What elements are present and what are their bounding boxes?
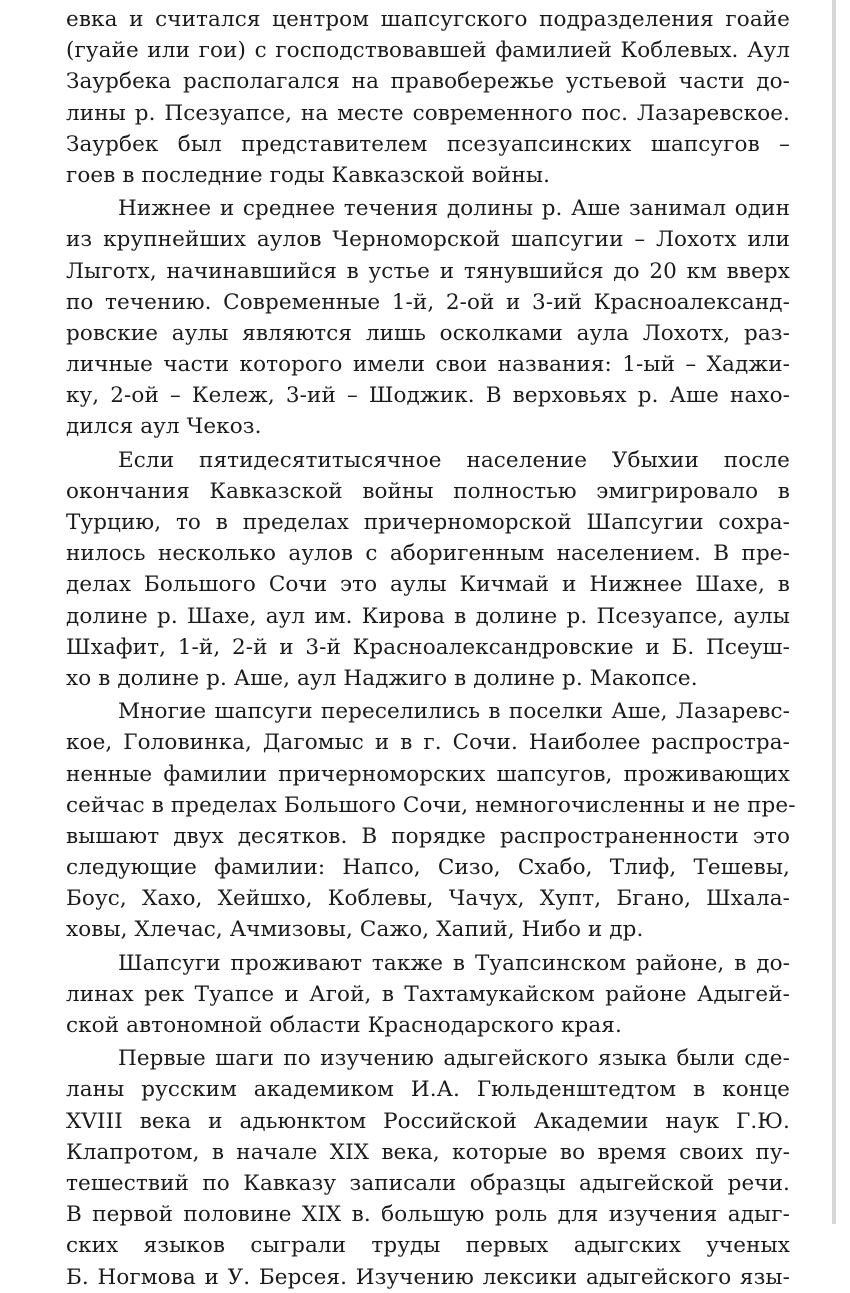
text-line: ховы, Хлечас, Ачмизовы, Сажо, Хапий, Нибо и др. xyxy=(66,917,644,943)
text-line: дился аул Чекоз. xyxy=(66,414,262,440)
text-line: окончания Кавказской войны полностью эмигрировало в xyxy=(66,478,790,504)
paragraph xyxy=(66,445,790,695)
paragraph xyxy=(66,948,790,1042)
paragraph xyxy=(66,696,796,946)
paragraph xyxy=(66,193,790,443)
text-line: Б. Ногмова и У. Берсея. Изучению лексики адыгейского язы- xyxy=(66,1264,790,1290)
text-line: XVIII века и адьюнктом Российской Академии наук Г.Ю. xyxy=(66,1108,790,1134)
text-line: Турцию, то в пределах причерноморской Шапсугии сохра- xyxy=(66,510,790,535)
text-line: по течению. Современные 1-й, 2-ой и 3-ий Красноалександ- xyxy=(66,289,790,315)
body-text xyxy=(66,4,796,1293)
text-line: из крупнейших аулов Черноморской шапсугии – Лохотх или xyxy=(66,227,790,253)
text-line: ланы русским академиком И.А. Гюльденштедтом в конце xyxy=(66,1077,790,1103)
text-line: Боус, Хахо, Хейшхо, Коблевы, Чачух, Хупт, Бгано, Шхала- xyxy=(66,886,790,912)
text-line: ских языков сыграли труды первых адыгских ученых xyxy=(66,1233,790,1259)
text-line: Заурбека располагался на правобережье устьевой части до- xyxy=(66,69,790,95)
page-edge-divider xyxy=(832,0,836,1224)
text-line: Шапсуги проживают также в Туапсинском районе, в до- xyxy=(118,950,790,976)
text-line: линах рек Туапсе и Агой, в Тахтамукайском районе Адыгей- xyxy=(66,981,790,1007)
text-line: вышают двух десятков. В порядке распространенности это xyxy=(66,823,790,849)
text-line: Многие шапсуги переселились в поселки Аше, Лазаревс- xyxy=(118,699,790,725)
text-line: следующие фамилии: Напсо, Сизо, Схабо, Тлиф, Тешевы, xyxy=(66,855,790,881)
text-line: Первые шаги по изучению адыгейского языка были сде- xyxy=(118,1046,790,1072)
text-line: гоев в последние годы Кавказской войны. xyxy=(66,162,551,188)
text-line: кое, Головинка, Дагомыс и в г. Сочи. Наиболее распростра- xyxy=(66,730,790,756)
text-line: (гуайе или гои) с господствовавшей фамилией Коблевых. Аул xyxy=(66,38,790,64)
text-line: Если пятидесятитысячное население Убыхии после xyxy=(118,447,790,473)
text-line: Заурбек был представителем псезуапсинских шапсугов – xyxy=(66,131,790,157)
text-line: В первой половине XIX в. большую роль для изучения адыг- xyxy=(66,1202,790,1228)
text-line: личные части которого имели свои названия: 1-ый – Хаджи- xyxy=(66,352,790,378)
text-line: делах Большого Сочи это аулы Кичмай и Нижнее Шахе, в xyxy=(66,572,790,598)
text-line: евка и считался центром шапсугского подразделения гоайе xyxy=(66,7,790,32)
text-line: ненные фамилии причерноморских шапсугов, проживающих xyxy=(66,761,790,787)
text-line: долине р. Шахе, аул им. Кирова в долине р. Псезуапсе, аулы xyxy=(66,603,790,629)
text-line: тешествий по Кавказу записали образцы адыгейской речи. xyxy=(66,1170,790,1196)
paragraph xyxy=(66,1043,790,1293)
text-line: лины р. Псезуапсе, на месте современного пос. Лазаревское. xyxy=(66,100,790,126)
paragraph xyxy=(66,4,790,191)
text-line: сейчас в пределах Большого Сочи, немногочисленны и не пре- xyxy=(66,792,796,818)
text-line: ской автономной области Краснодарского края. xyxy=(66,1013,622,1038)
text-line: Лыготх, начинавшийся в устье и тянувшийся до 20 км вверх xyxy=(66,258,790,284)
text-line: Клапротом, в начале XIX века, которые во время своих пу- xyxy=(66,1139,790,1165)
text-line: ровские аулы являются лишь осколками аула Лохотх, раз- xyxy=(66,320,790,346)
text-line: хо в долине р. Аше, аул Наджиго в долине р. Макопсе. xyxy=(66,665,698,691)
text-line: ку, 2-ой – Кележ, 3-ий – Шоджик. В верховьях р. Аше нахо- xyxy=(66,383,790,409)
text-line: Шхафит, 1-й, 2-й и 3-й Красноалександровские и Б. Псеуш- xyxy=(66,634,790,660)
text-line: Нижнее и среднее течения долины р. Аше занимал один xyxy=(118,196,790,222)
text-line: нилось несколько аулов с аборигенным населением. В пре- xyxy=(66,541,790,567)
